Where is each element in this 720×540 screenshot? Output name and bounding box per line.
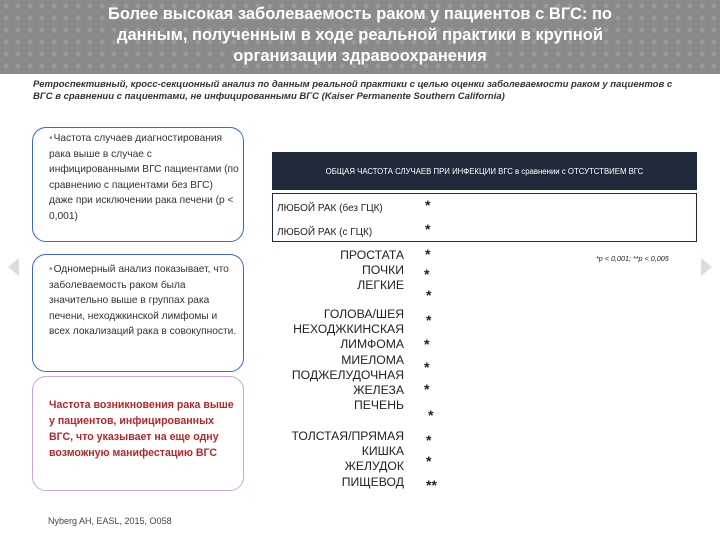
cancer-group-1 <box>268 248 404 294</box>
finding-text-1 <box>49 131 239 225</box>
cancer-label: ЖЕЛУДОК <box>344 459 404 474</box>
slide-title <box>60 4 660 67</box>
cancer-label: НЕХОДЖКИНСКАЯ <box>293 322 404 337</box>
cancer-label: ЖЕЛЕЗА <box>353 383 404 398</box>
cancer-label: ПИЩЕВОД <box>341 474 404 489</box>
finding-text-2 <box>49 262 239 340</box>
cancer-label: ПОДЖЕЛУДОЧНАЯ <box>291 367 404 382</box>
cancer-group-3 <box>268 429 404 490</box>
bullet-marker: • <box>49 264 53 275</box>
cancer-label: ПРОСТАТА <box>340 248 404 262</box>
conclusion-text: Частота возникновения рака выше у пациентов, инфицированных ВГС, что указывает на еще одну возможную манифестацию ВГС <box>49 399 234 459</box>
cancer-label: ЛИМФОМА <box>340 337 404 352</box>
row-label-any-cancer-with-hcc: ЛЮБОЙ РАК (с ГЦК) <box>277 227 373 238</box>
significance-marker: * <box>424 381 430 397</box>
significance-marker: * <box>424 266 430 282</box>
significance-marker: * <box>425 246 431 262</box>
finding-2-body: Одномерный анализ показывает, что заболеваемость раком была значительно выше в группах рака печени, неходжкинской лимфомы и всех локализаций рака в совокупности. <box>49 264 237 338</box>
title-line-3: организации здравоохранения <box>233 47 487 65</box>
significance-marker: * <box>424 359 430 375</box>
title-line-1: Более высокая заболеваемость раком у пациентов с ВГС: по <box>107 5 613 23</box>
cancer-label: МИЕЛОМА <box>341 352 404 367</box>
finding-1-body: Частота случаев диагностирования рака выше в случае с инфицированными ВГС пациентами (по сравнению с пациентами без ВГС) даже при исключении рака печени (р < 0,001) <box>49 133 239 222</box>
bullet-marker: • <box>49 133 53 144</box>
cancer-label: КИШКА <box>361 444 404 459</box>
cancer-group-2 <box>268 307 404 413</box>
conclusion-bubble <box>32 376 244 491</box>
significance-marker: * <box>428 407 434 423</box>
significance-marker: * <box>425 221 431 237</box>
cancer-label: ПЕЧЕНЬ <box>354 398 404 413</box>
significance-marker: * <box>426 432 432 448</box>
source-citation: Nyberg AH, EASL, 2015, O058 <box>48 516 172 526</box>
finding-bubble-1 <box>32 127 244 242</box>
significance-marker: * <box>425 197 431 213</box>
title-line-2: данным, полученным в ходе реальной практики в крупной <box>117 26 603 44</box>
previous-slide-arrow-icon[interactable] <box>8 258 19 276</box>
significance-marker: * <box>426 453 432 469</box>
cancer-label: ТОЛСТАЯ/ПРЯМАЯ <box>291 429 404 443</box>
study-description: Ретроспективный, кросс-секционный анализ по данным реальной практики с целью оценки заболеваемости раком у пациентов с ВГС в сравнении с пациентами, не инфицированными ВГС (Kaiser Permanente Southern California) <box>33 79 673 102</box>
table-header: ОБЩАЯ ЧАСТОТА СЛУЧАЕВ ПРИ ИНФЕКЦИИ ВГС в сравнении с ОТСУТСТВИЕМ ВГС <box>272 152 697 190</box>
cancer-label: ЛЕГКИЕ <box>357 278 404 293</box>
significance-marker: ** <box>426 477 437 493</box>
significance-marker: * <box>426 287 432 303</box>
significance-footnote: *p < 0,001; **p < 0,005 <box>596 254 669 263</box>
next-slide-arrow-icon[interactable] <box>701 258 712 276</box>
significance-marker: * <box>424 336 430 352</box>
cancer-label: ПОЧКИ <box>362 263 404 278</box>
cancer-label: ГОЛОВА/ШЕЯ <box>323 307 404 321</box>
row-label-any-cancer-no-hcc: ЛЮБОЙ РАК (без ГЦК) <box>277 203 383 214</box>
finding-bubble-2 <box>32 254 244 372</box>
significance-marker: * <box>426 312 432 328</box>
